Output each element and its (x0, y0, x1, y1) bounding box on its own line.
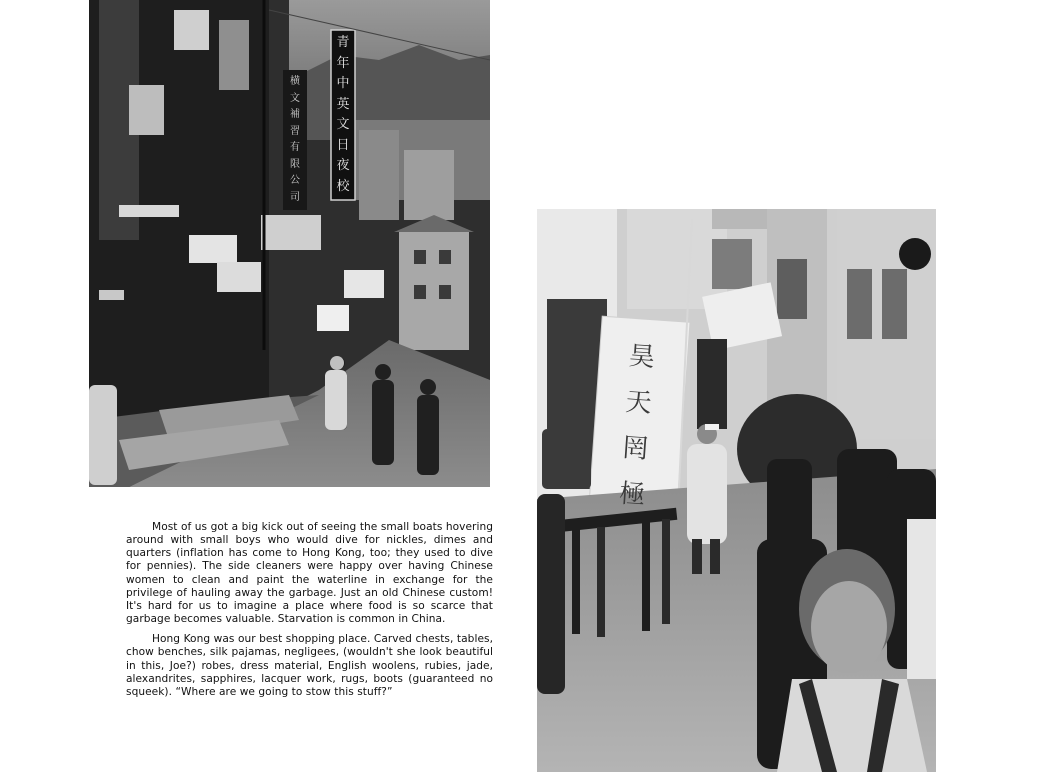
sign-char: 公 (290, 175, 300, 186)
sign-char: 中 (336, 76, 350, 91)
sign-char: 年 (336, 55, 350, 71)
sign-char: 限 (290, 158, 300, 170)
banner-char: 昊 (627, 341, 656, 374)
sign-char: 日 (336, 137, 350, 153)
photo-crowded-street (537, 209, 936, 772)
article-text (126, 521, 493, 706)
sign-char: 文 (336, 117, 350, 132)
sign-char: 司 (290, 191, 300, 203)
sign-char: 有 (290, 142, 300, 153)
banner-char: 罔 (621, 433, 650, 465)
photo-hillside-street (89, 0, 490, 487)
sign-char: 補 (290, 109, 300, 120)
sign-char: 習 (290, 125, 300, 137)
sign-left-characters (284, 74, 306, 206)
sign-char: 文 (290, 92, 300, 104)
sign-char: 青 (336, 35, 350, 50)
sign-char: 夜 (336, 158, 350, 173)
paragraph-shopping: Hong Kong was our best shopping place. Carved chests, tables, chow benches, silk pajamas, negligees, (wouldn't she look beautiful in this, Joe?) robes, dress material, English woolens, rubies, jade, alexandrites, sapphires, lacquer work, rugs, boots (guaranteed no squeek). “Where are we going to stow this stuff?” (126, 633, 493, 698)
banner-char: 極 (618, 478, 647, 511)
sign-char: 英 (336, 96, 350, 112)
sign-char: 校 (336, 178, 350, 194)
sign-right-characters (332, 33, 354, 197)
photo-crowded-street-image (537, 209, 936, 772)
sign-char: 横 (290, 76, 300, 87)
paragraph-boats: Most of us got a big kick out of seeing the small boats hovering around with small boys who would dive for nickles, dimes and quarters (inflation has come to Hong Kong, too; they used to dive for pennies). The side cleaners were happy over having Chinese women to clean and paint the waterline in exchange for the privilege of hauling away the garbage. Just an old Chinese custom! It's hard for us to imagine a place where food is so scarce that garbage becomes valuable. Starvation is common in China. (126, 521, 493, 626)
banner-char: 天 (624, 387, 653, 419)
